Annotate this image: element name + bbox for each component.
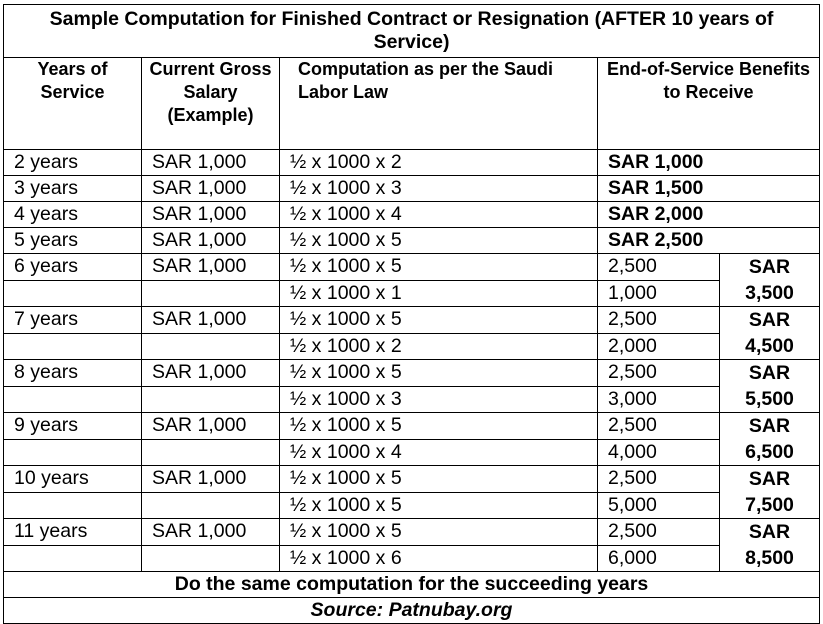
computation-cell: ½ x 1000 x 4 xyxy=(280,202,598,228)
table-row xyxy=(4,545,820,572)
table-row xyxy=(4,228,820,254)
computation-cell: ½ x 1000 x 2 xyxy=(280,150,598,176)
computation-cell: ½ x 1000 x 1 xyxy=(280,280,598,307)
total-currency: SAR xyxy=(748,362,791,384)
empty-cell xyxy=(142,386,280,413)
total-amount: 7,500 xyxy=(745,494,794,516)
benefit-cell: SAR 1,000 xyxy=(598,150,820,176)
salary-cell: SAR 1,000 xyxy=(142,202,280,228)
total-currency: SAR xyxy=(748,415,791,437)
salary-cell: SAR 1,000 xyxy=(142,413,280,440)
total-benefit-cell xyxy=(720,466,820,519)
total-amount: 8,500 xyxy=(745,547,794,569)
amount-cell: 4,000 xyxy=(598,439,720,466)
empty-cell xyxy=(142,439,280,466)
salary-cell: SAR 1,000 xyxy=(142,360,280,387)
computation-cell: ½ x 1000 x 5 xyxy=(280,492,598,519)
header-salary: Current Gross Salary (Example) xyxy=(142,58,280,150)
salary-cell: SAR 1,000 xyxy=(142,254,280,281)
total-currency: SAR xyxy=(748,521,791,543)
computation-cell: ½ x 1000 x 4 xyxy=(280,439,598,466)
title-row xyxy=(4,5,820,58)
years-cell: 6 years xyxy=(4,254,142,281)
total-amount: 5,500 xyxy=(745,388,794,410)
computation-cell: ½ x 1000 x 5 xyxy=(280,307,598,334)
table-row xyxy=(4,492,820,519)
total-amount: 3,500 xyxy=(745,282,794,304)
table-row xyxy=(4,466,820,493)
table-row xyxy=(4,254,820,281)
amount-cell: 2,500 xyxy=(598,360,720,387)
table-row xyxy=(4,307,820,334)
total-benefit-cell xyxy=(720,254,820,307)
total-amount: 6,500 xyxy=(745,441,794,463)
total-currency: SAR xyxy=(748,256,791,278)
amount-cell: 6,000 xyxy=(598,545,720,572)
benefit-cell: SAR 2,000 xyxy=(598,202,820,228)
benefit-cell: SAR 2,500 xyxy=(598,228,820,254)
total-currency: SAR xyxy=(748,309,791,331)
table-row xyxy=(4,386,820,413)
computation-cell: ½ x 1000 x 6 xyxy=(280,545,598,572)
computation-cell: ½ x 1000 x 5 xyxy=(280,466,598,493)
amount-cell: 2,500 xyxy=(598,519,720,546)
salary-cell: SAR 1,000 xyxy=(142,519,280,546)
salary-cell: SAR 1,000 xyxy=(142,176,280,202)
computation-cell: ½ x 1000 x 5 xyxy=(280,228,598,254)
table-title: Sample Computation for Finished Contract or Resignation (AFTER 10 years of Service) xyxy=(4,5,820,58)
amount-cell: 3,000 xyxy=(598,386,720,413)
years-cell: 3 years xyxy=(4,176,142,202)
amount-cell: 2,500 xyxy=(598,254,720,281)
computation-cell: ½ x 1000 x 2 xyxy=(280,333,598,360)
table-row xyxy=(4,176,820,202)
empty-cell xyxy=(4,333,142,360)
years-cell: 4 years xyxy=(4,202,142,228)
table-row xyxy=(4,202,820,228)
amount-cell: 1,000 xyxy=(598,280,720,307)
empty-cell xyxy=(4,439,142,466)
amount-cell: 2,500 xyxy=(598,466,720,493)
footer-note-row xyxy=(4,572,820,598)
empty-cell xyxy=(142,492,280,519)
amount-cell: 5,000 xyxy=(598,492,720,519)
computation-cell: ½ x 1000 x 3 xyxy=(280,176,598,202)
header-computation: Computation as per the Saudi Labor Law xyxy=(280,58,598,150)
salary-cell: SAR 1,000 xyxy=(142,307,280,334)
computation-cell: ½ x 1000 x 3 xyxy=(280,386,598,413)
amount-cell: 2,500 xyxy=(598,413,720,440)
years-cell: 2 years xyxy=(4,150,142,176)
header-years: Years of Service xyxy=(4,58,142,150)
years-cell: 11 years xyxy=(4,519,142,546)
years-cell: 8 years xyxy=(4,360,142,387)
table-row xyxy=(4,413,820,440)
table-row xyxy=(4,280,820,307)
years-cell: 9 years xyxy=(4,413,142,440)
empty-cell xyxy=(4,545,142,572)
empty-cell xyxy=(142,333,280,360)
total-benefit-cell xyxy=(720,360,820,413)
total-currency: SAR xyxy=(748,468,791,490)
salary-cell: SAR 1,000 xyxy=(142,228,280,254)
footer-note: Do the same computation for the succeeding years xyxy=(4,572,820,598)
source-row xyxy=(4,598,820,624)
table-row xyxy=(4,519,820,546)
empty-cell xyxy=(4,492,142,519)
computation-cell: ½ x 1000 x 5 xyxy=(280,413,598,440)
empty-cell xyxy=(142,280,280,307)
header-row xyxy=(4,58,820,150)
header-benefits: End-of-Service Benefits to Receive xyxy=(598,58,820,150)
total-benefit-cell xyxy=(720,413,820,466)
table-row xyxy=(4,150,820,176)
benefit-cell: SAR 1,500 xyxy=(598,176,820,202)
empty-cell xyxy=(4,386,142,413)
computation-cell: ½ x 1000 x 5 xyxy=(280,519,598,546)
salary-cell: SAR 1,000 xyxy=(142,150,280,176)
years-cell: 10 years xyxy=(4,466,142,493)
table-row xyxy=(4,333,820,360)
table-row xyxy=(4,439,820,466)
total-benefit-cell xyxy=(720,519,820,572)
empty-cell xyxy=(142,545,280,572)
computation-cell: ½ x 1000 x 5 xyxy=(280,254,598,281)
empty-cell xyxy=(4,280,142,307)
years-cell: 7 years xyxy=(4,307,142,334)
eos-computation-table xyxy=(3,4,820,624)
years-cell: 5 years xyxy=(4,228,142,254)
salary-cell: SAR 1,000 xyxy=(142,466,280,493)
table-row xyxy=(4,360,820,387)
source-note: Source: Patnubay.org xyxy=(4,598,820,624)
amount-cell: 2,500 xyxy=(598,307,720,334)
computation-cell: ½ x 1000 x 5 xyxy=(280,360,598,387)
total-amount: 4,500 xyxy=(745,335,794,357)
amount-cell: 2,000 xyxy=(598,333,720,360)
total-benefit-cell xyxy=(720,307,820,360)
